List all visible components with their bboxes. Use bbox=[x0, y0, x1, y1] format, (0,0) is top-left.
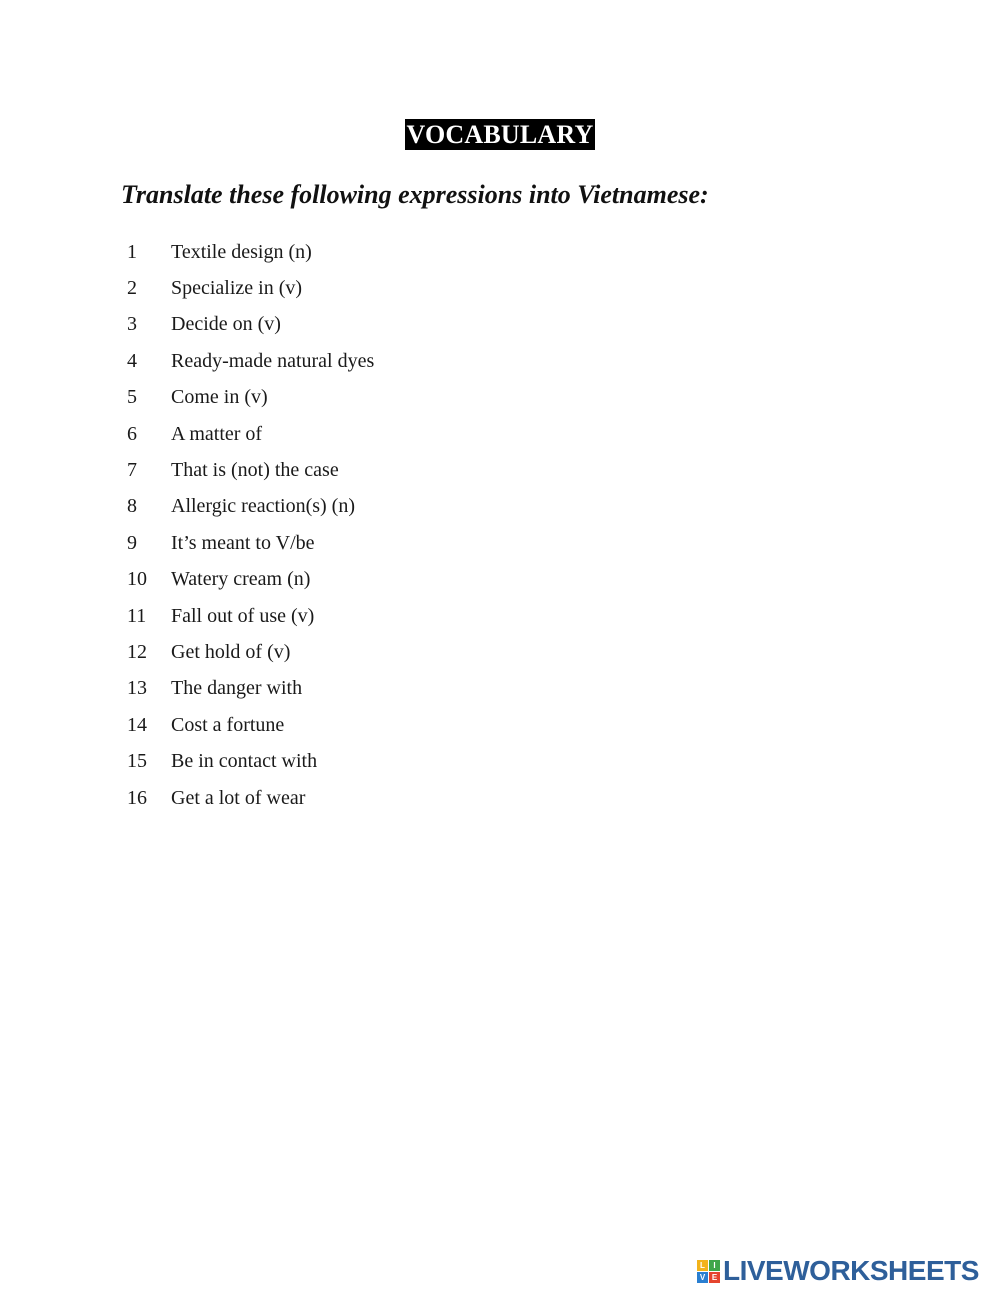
logo-badge-letter: L bbox=[697, 1260, 708, 1271]
vocab-number: 3 bbox=[127, 313, 137, 336]
vocab-item bbox=[121, 343, 374, 379]
vocab-number: 16 bbox=[127, 786, 147, 809]
vocab-item bbox=[121, 598, 374, 634]
instruction-heading: Translate these following expressions into Vietnamese: bbox=[121, 180, 709, 209]
vocab-item bbox=[121, 234, 374, 270]
vocab-term: Cost a fortune bbox=[171, 713, 285, 736]
vocab-number: 2 bbox=[127, 277, 137, 300]
vocab-item bbox=[121, 489, 374, 525]
vocab-number: 4 bbox=[127, 349, 137, 372]
vocab-item bbox=[121, 452, 374, 488]
vocab-item bbox=[121, 562, 374, 598]
logo-badge-letter: I bbox=[709, 1260, 720, 1271]
vocab-item bbox=[121, 780, 374, 816]
vocab-item bbox=[121, 416, 374, 452]
logo-badge-letter: E bbox=[709, 1272, 720, 1283]
vocab-term: Get a lot of wear bbox=[171, 786, 306, 809]
liveworksheets-logo bbox=[697, 1255, 979, 1287]
vocab-number: 10 bbox=[127, 568, 147, 591]
logo-text: LIVEWORKSHEETS bbox=[723, 1255, 979, 1286]
vocab-term: Fall out of use (v) bbox=[171, 604, 315, 627]
vocab-item bbox=[121, 707, 374, 743]
vocab-item bbox=[121, 380, 374, 416]
vocab-term: Textile design (n) bbox=[171, 240, 312, 263]
vocab-term: Come in (v) bbox=[171, 386, 268, 409]
vocab-term: Get hold of (v) bbox=[171, 640, 291, 663]
vocab-term: Watery cream (n) bbox=[171, 568, 311, 591]
vocab-term: A matter of bbox=[171, 422, 263, 445]
vocab-item bbox=[121, 270, 374, 306]
vocab-term: Allergic reaction(s) (n) bbox=[171, 495, 355, 518]
vocab-number: 9 bbox=[127, 531, 137, 554]
vocab-number: 1 bbox=[127, 240, 137, 263]
vocab-term: It’s meant to V/be bbox=[171, 531, 315, 554]
logo-badge-icon bbox=[697, 1260, 720, 1283]
vocab-number: 5 bbox=[127, 386, 137, 409]
vocab-number: 8 bbox=[127, 495, 137, 518]
vocab-item bbox=[121, 671, 374, 707]
vocab-number: 15 bbox=[127, 750, 147, 773]
vocab-number: 12 bbox=[127, 640, 147, 663]
vocabulary-list bbox=[121, 234, 374, 816]
vocab-number: 11 bbox=[127, 604, 147, 627]
vocab-item bbox=[121, 743, 374, 779]
worksheet-title bbox=[0, 119, 1000, 150]
vocab-term: Decide on (v) bbox=[171, 313, 281, 336]
vocab-number: 7 bbox=[127, 459, 137, 482]
vocab-item bbox=[121, 634, 374, 670]
vocab-term: Specialize in (v) bbox=[171, 277, 303, 300]
vocab-number: 6 bbox=[127, 422, 137, 445]
vocab-term: The danger with bbox=[171, 677, 303, 700]
vocab-term: Be in contact with bbox=[171, 750, 318, 773]
vocab-term: That is (not) the case bbox=[171, 459, 339, 482]
vocab-number: 13 bbox=[127, 677, 147, 700]
title-text: VOCABULARY bbox=[406, 120, 594, 149]
vocab-number: 14 bbox=[127, 713, 147, 736]
vocab-item bbox=[121, 525, 374, 561]
vocab-term: Ready-made natural dyes bbox=[171, 349, 375, 372]
vocab-item bbox=[121, 307, 374, 343]
logo-badge-letter: V bbox=[697, 1272, 708, 1283]
